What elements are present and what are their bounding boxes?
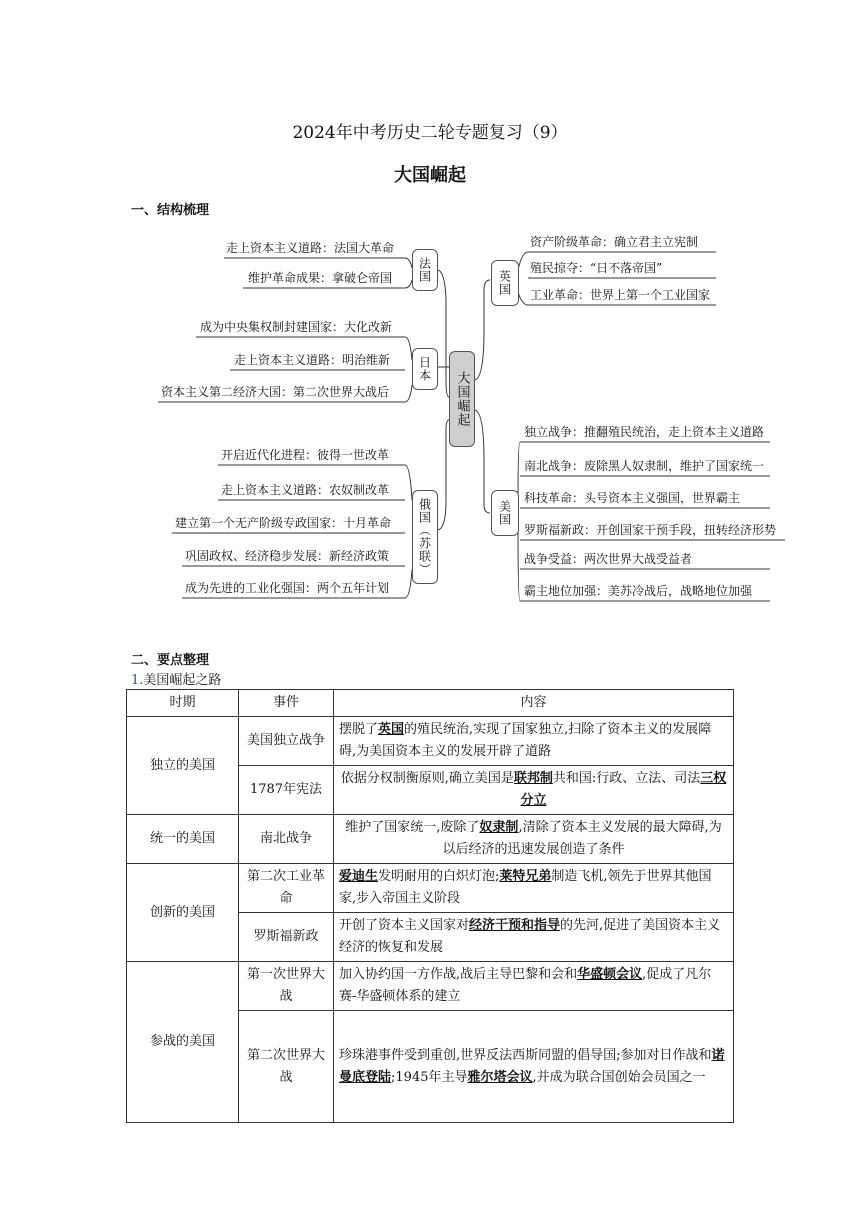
- keyword: 英国: [378, 722, 405, 737]
- list-heading: [131, 669, 221, 688]
- mindmap-leaf: 工业革命：世界上第一个工业国家: [530, 288, 711, 302]
- event-cell: 第二次工业革命: [239, 864, 334, 913]
- mindmap-leaf: 建立第一个无产阶级专政国家：十月革命: [175, 516, 392, 530]
- keyword: 莱特兄弟: [499, 869, 552, 884]
- period-cell: 创新的美国: [127, 864, 239, 962]
- mindmap-leaf: 走上资本主义道路：法国大革命: [226, 241, 395, 255]
- mindmap-leaf: 成为先进的工业化强国：两个五年计划: [185, 581, 390, 595]
- list-number: 1.: [131, 673, 144, 688]
- table-row: [127, 717, 734, 766]
- mindmap-leaf: 维护革命成果：拿破仑帝国: [248, 271, 393, 285]
- content-cell: 加入协约国一方作战,战后主导巴黎和会和华盛顿会议,促成了凡尔赛-华盛顿体系的建立: [334, 962, 734, 1011]
- content-cell: 依据分权制衡原则,确立美国是联邦制共和国:行政、立法、司法三权分立: [334, 766, 734, 815]
- keypoints-table: [126, 689, 734, 1123]
- period-cell: 统一的美国: [127, 815, 239, 864]
- mindmap-leaf: 殖民掠夺：“日不落帝国”: [530, 261, 663, 275]
- content-cell: 摆脱了英国的殖民统治,实现了国家独立,扫除了资本主义的发展障碍,为美国资本主义的发展开辟了道路: [334, 717, 734, 766]
- mindmap-leaf: 资产阶级革命：确立君主立宪制: [530, 235, 699, 249]
- table-row: [127, 815, 734, 864]
- mindmap-node-france: 法国: [412, 249, 438, 291]
- keyword: 雅尔塔会议: [467, 1069, 533, 1085]
- keyword: 华盛顿会议: [577, 967, 643, 982]
- mindmap-leaf: 资本主义第二经济大国：第二次世界大战后: [161, 385, 390, 399]
- event-cell: 南北战争: [239, 815, 334, 864]
- table-header-cell: 内容: [334, 690, 734, 717]
- table-row: [127, 962, 734, 1011]
- event-cell: 美国独立战争: [239, 717, 334, 766]
- period-cell: 独立的美国: [127, 717, 239, 815]
- event-cell: 1787年宪法: [239, 766, 334, 815]
- mindmap-leaf: 科技革命：头号资本主义强国，世界霸主: [524, 491, 741, 505]
- mindmap-leaf: 成为中央集权制封建国家：大化改新: [200, 320, 393, 334]
- mindmap-leaf: 霸主地位加强：美苏冷战后，战略地位加强: [524, 584, 753, 598]
- mindmap-node-usa: 美国: [491, 490, 519, 536]
- content-cell: 维护了国家统一,废除了奴隶制,清除了资本主义发展的最大障碍,为以后经济的迅速发展创造了条件: [334, 815, 734, 864]
- mindmap-leaf: 走上资本主义道路：明治维新: [234, 353, 391, 367]
- table-header-cell: 时期: [127, 690, 239, 717]
- content-cell: 爱迪生发明耐用的白炽灯泡;莱特兄弟制造飞机,领先于世界其他国家,步入帝国主义阶段: [334, 864, 734, 913]
- event-cell: 第一次世界大战: [239, 962, 334, 1011]
- mindmap-leaf: 南北战争：废除黑人奴隶制，维护了国家统一: [524, 459, 765, 473]
- section-heading-keypoints: 二、要点整理: [131, 653, 210, 668]
- keyword: 三权分立: [520, 771, 727, 808]
- list-title: 美国崛起之路: [143, 673, 222, 688]
- keyword: 联邦制: [513, 771, 553, 786]
- content-cell: 珍珠港事件受到重创,世界反法西斯同盟的倡导国;参加对日作战和诺曼底登陆;1945年主导雅尔塔会议,并成为联合国创始会员国之一: [334, 1011, 734, 1123]
- event-cell: 罗斯福新政: [239, 913, 334, 962]
- document-subtitle: 大国崛起: [394, 165, 466, 186]
- table-header-cell: 事件: [239, 690, 334, 717]
- mindmap-center-node: 大国崛起: [449, 351, 475, 447]
- period-cell: 参战的美国: [127, 962, 239, 1123]
- mindmap-leaf: 战争受益：两次世界大战受益者: [524, 552, 693, 566]
- mindmap-leaf: 独立战争：推翻殖民统治，走上资本主义道路: [524, 425, 765, 439]
- mindmap-leaf: 巩固政权、经济稳步发展：新经济政策: [185, 549, 390, 563]
- content-cell: 开创了资本主义国家对经济干预和指导的先河,促进了美国资本主义经济的恢复和发展: [334, 913, 734, 962]
- keyword: 奴隶制: [479, 820, 519, 835]
- table-row: [127, 864, 734, 913]
- mindmap-node-russia: 俄国（苏联）: [412, 490, 438, 584]
- mindmap-node-japan: 日本: [412, 348, 438, 390]
- mindmap-leaf: 罗斯福新政：开创国家干预手段，扭转经济形势: [524, 523, 777, 537]
- mindmap-node-britain: 英国: [491, 260, 519, 306]
- mindmap-leaf: 开启近代化进程：彼得一世改革: [221, 448, 390, 462]
- mindmap-leaf: 走上资本主义道路：农奴制改革: [221, 483, 390, 497]
- keyword: 爱迪生: [339, 869, 379, 884]
- keyword: 经济干预和指导: [469, 918, 561, 933]
- table-header-row: [127, 690, 734, 717]
- keyword: 诺曼底登陆: [339, 1047, 725, 1085]
- document-title: 2024年中考历史二轮专题复习（9）: [292, 123, 568, 143]
- section-heading-structure: 一、结构梳理: [131, 203, 210, 218]
- event-cell: 第二次世界大战: [239, 1011, 334, 1123]
